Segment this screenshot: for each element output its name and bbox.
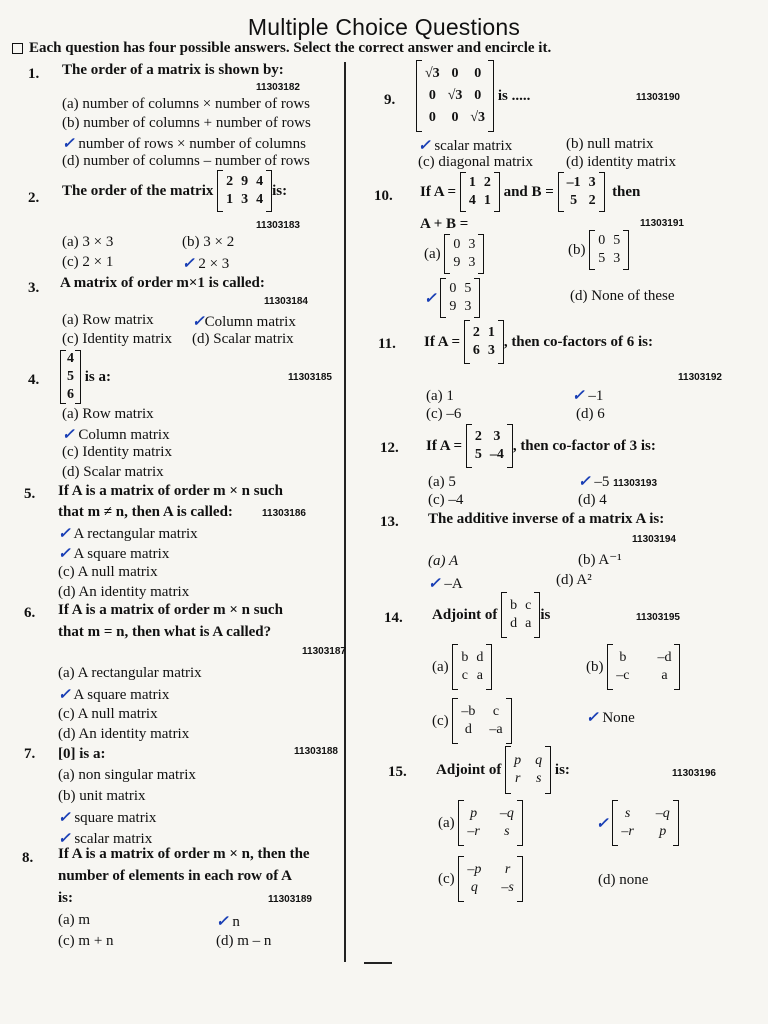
option-d[interactable]: (d) identity matrix <box>566 154 676 170</box>
question-text-label: Adjoint of <box>436 761 502 778</box>
question-text-label: is a: <box>84 368 111 385</box>
question-text <box>426 424 656 468</box>
tick-mark-icon: ✓ <box>578 474 591 490</box>
option-b[interactable] <box>58 544 169 563</box>
option-a[interactable]: (a) 5 <box>428 474 456 490</box>
option-b[interactable] <box>572 386 603 405</box>
tick-mark-icon: ✓ <box>424 290 437 307</box>
question-code: 11303189 <box>268 894 312 905</box>
option-c-label: –A <box>444 576 463 592</box>
question-code: 11303187 <box>302 646 346 657</box>
option-c[interactable]: (c) A null matrix <box>58 564 158 580</box>
option-c[interactable]: (c) –4 <box>428 492 464 508</box>
question-text-label: If A = <box>426 437 463 454</box>
question-text <box>424 320 653 364</box>
option-c[interactable]: (c) Identity matrix <box>62 444 172 460</box>
column-matrix: 4 5 6 <box>60 350 81 404</box>
instruction <box>12 40 762 57</box>
option-b-label: Column matrix <box>204 314 296 330</box>
checkbox-icon <box>12 43 23 54</box>
question-code: 11303195 <box>636 612 680 623</box>
option-c[interactable]: (c) –p r q –s <box>438 856 523 902</box>
question-text-tail: , then co-factors of 6 is: <box>503 333 653 350</box>
question-number: 8. <box>22 850 34 866</box>
option-d[interactable]: (d) none <box>598 872 649 888</box>
question-text: A matrix of order m×1 is called: <box>60 275 265 291</box>
tick-mark-icon: ✓ <box>418 138 431 154</box>
option-c[interactable]: (c) diagonal matrix <box>418 154 533 170</box>
option-c[interactable]: (c) –b c d –a <box>432 698 512 744</box>
question-number: 9. <box>384 92 396 108</box>
option-a[interactable]: (a) 3 × 3 <box>62 234 114 250</box>
option-d-label: None <box>602 710 635 726</box>
tick-mark-icon: ✓ <box>192 314 205 330</box>
option-d[interactable]: (d) 4 <box>578 492 607 508</box>
question-number: 5. <box>24 486 36 502</box>
tick-mark-icon: ✓ <box>62 427 75 443</box>
question-code: 11303190 <box>636 92 680 103</box>
option-d[interactable]: (d) number of columns – number of rows <box>62 153 310 169</box>
tick-mark-icon: ✓ <box>58 526 71 542</box>
question-text-2: A + B = <box>420 216 469 232</box>
option-b[interactable] <box>578 472 657 491</box>
question-text <box>416 60 530 132</box>
option-d-label: scalar matrix <box>74 831 153 847</box>
option-d[interactable]: (d) A² <box>556 572 592 588</box>
option-d[interactable]: (d) None of these <box>570 288 675 304</box>
question-number: 4. <box>28 372 40 388</box>
option-d[interactable]: (d) An identity matrix <box>58 726 190 742</box>
option-a[interactable]: (a) b d c a <box>432 644 492 690</box>
question-code: 11303191 <box>640 218 684 229</box>
question-text-tail: is: <box>554 761 570 778</box>
tick-mark-icon: ✓ <box>182 256 195 272</box>
question-code: 11303194 <box>632 534 676 545</box>
column-divider <box>344 62 346 962</box>
question-text <box>62 170 287 212</box>
question-number: 7. <box>24 746 36 762</box>
question-text-tail: is ..... <box>497 87 531 104</box>
option-d[interactable]: (d) An identity matrix <box>58 584 190 600</box>
option-a-label: A rectangular matrix <box>73 526 198 542</box>
option-b[interactable] <box>216 912 240 931</box>
question-text-tail: then <box>612 183 641 200</box>
question-number: 14. <box>384 610 403 626</box>
page-title: Multiple Choice Questions <box>247 14 521 40</box>
option-a[interactable] <box>58 524 198 543</box>
option-a-label: scalar matrix <box>434 138 513 154</box>
option-b-label: n <box>232 914 240 930</box>
question-text-tail: , then co-factor of 3 is: <box>512 437 656 454</box>
option-c[interactable] <box>428 574 463 593</box>
matrix: 2 1 6 3 <box>464 320 504 364</box>
option-b-label: A square matrix <box>73 687 170 703</box>
option-c-label: square matrix <box>74 810 157 826</box>
option-a[interactable]: (a) 1 <box>426 388 454 404</box>
option-a[interactable]: (a) A <box>428 553 459 569</box>
option-b[interactable]: (b) A⁻¹ <box>578 552 622 568</box>
question-number: 15. <box>388 764 407 780</box>
tick-mark-icon: ✓ <box>596 815 609 832</box>
tick-mark-icon: ✓ <box>216 914 229 930</box>
option-c-label: number of rows × number of columns <box>78 136 306 152</box>
question-code: 11303196 <box>672 768 716 779</box>
question-number: 13. <box>380 514 399 530</box>
option-a[interactable]: (a) A rectangular matrix <box>58 665 202 681</box>
option-a[interactable]: (a) number of columns × number of rows <box>62 96 310 112</box>
option-d[interactable] <box>182 254 229 273</box>
question-text-tail: is <box>540 606 551 623</box>
option-a[interactable]: (a) Row matrix <box>62 406 154 422</box>
question-text-2: that m = n, then what is A called? <box>58 624 272 640</box>
question-text-label: If A = <box>420 183 457 200</box>
option-b[interactable]: (b) number of columns + number of rows <box>62 115 311 131</box>
option-a[interactable]: (a) non singular matrix <box>58 767 196 783</box>
tick-mark-icon: ✓ <box>428 576 441 592</box>
question-text: The additive inverse of a matrix A is: <box>428 511 665 527</box>
option-d[interactable] <box>586 708 635 727</box>
option-b[interactable]: (b) b –d –c a <box>586 644 680 690</box>
question-code: 11303192 <box>678 372 722 383</box>
option-c[interactable]: (c) 2 × 1 <box>62 254 114 270</box>
question-number: 11. <box>378 336 396 352</box>
option-c[interactable]: ✓ 0 5 9 3 <box>424 278 480 318</box>
question-code: 11303188 <box>294 746 338 757</box>
tick-mark-icon: ✓ <box>58 546 71 562</box>
option-b[interactable]: (b) null matrix <box>566 136 654 152</box>
question-number: 2. <box>28 190 40 206</box>
question-text-label: The order of the matrix <box>62 182 214 199</box>
question-text-2: that m ≠ n, then A is called: <box>58 504 233 520</box>
question-code: 11303184 <box>264 296 308 307</box>
option-c[interactable] <box>58 808 156 827</box>
question-text: If A is a matrix of order m × n such <box>58 602 283 618</box>
option-b[interactable]: (b) 3 × 2 <box>182 234 235 250</box>
option-c[interactable] <box>62 134 306 153</box>
option-a[interactable]: (a) p –q –r s <box>438 800 523 846</box>
question-number: 3. <box>28 280 40 296</box>
tick-mark-icon: ✓ <box>62 136 75 152</box>
tick-mark-icon: ✓ <box>572 388 585 404</box>
matrix: 2 3 5 –4 <box>466 424 513 468</box>
matrix-a: 1 2 4 1 <box>460 172 500 212</box>
question-text-label: If A = <box>424 333 461 350</box>
question-number: 10. <box>374 188 393 204</box>
option-d[interactable]: (d) 6 <box>576 406 605 422</box>
option-d[interactable]: (d) Scalar matrix <box>62 464 164 480</box>
option-b-label: Column matrix <box>78 427 170 443</box>
tick-mark-icon: ✓ <box>58 831 71 847</box>
option-b[interactable] <box>62 425 170 444</box>
option-b[interactable] <box>58 685 169 704</box>
option-a[interactable] <box>418 136 512 155</box>
question-text-mid: and B = <box>503 183 554 200</box>
tick-mark-icon: ✓ <box>586 710 599 726</box>
question-code: 11303182 <box>256 82 300 93</box>
matrix: p q r s <box>505 746 551 794</box>
question-text <box>60 350 111 404</box>
tick-mark-icon: ✓ <box>58 810 71 826</box>
option-b-label: A square matrix <box>73 546 170 562</box>
option-c[interactable]: (c) A null matrix <box>58 706 158 722</box>
option-a[interactable]: (a) m <box>58 912 91 928</box>
matrix: 2 9 4 1 3 4 <box>217 170 272 212</box>
page-footer-mark <box>364 962 392 970</box>
option-c[interactable]: (c) Identity matrix <box>62 331 172 347</box>
question-text-tail: is: <box>272 182 288 199</box>
instruction-text: Each question has four possible answers. Select the correct answer and encircle it. <box>29 40 552 56</box>
matrix: b c d a <box>501 592 540 638</box>
question-text-3: is: <box>58 890 73 906</box>
option-a[interactable]: (a) Row matrix <box>62 312 154 328</box>
question-code: 11303183 <box>256 220 300 231</box>
option-b-label: –5 <box>594 474 610 490</box>
question-text-2: number of elements in each row of A <box>58 868 293 884</box>
question-text <box>420 172 640 212</box>
option-b[interactable]: ✓ s –q –r p <box>596 800 679 846</box>
question-number: 6. <box>24 605 36 621</box>
option-c[interactable]: (c) m + n <box>58 933 114 949</box>
question-code: 11303193 <box>613 478 658 489</box>
question-text-label: Adjoint of <box>432 606 498 623</box>
matrix: √3 0 0 0 √3 0 0 0 √3 <box>416 60 494 132</box>
option-b[interactable]: (b) 0 5 5 3 <box>568 230 629 270</box>
question-number: 12. <box>380 440 399 456</box>
option-d[interactable]: (d) m – n <box>216 933 272 949</box>
option-d[interactable]: (d) Scalar matrix <box>192 331 294 347</box>
question-text <box>432 592 550 638</box>
question-text <box>436 746 570 794</box>
tick-mark-icon: ✓ <box>58 687 71 703</box>
option-c[interactable]: (c) –6 <box>426 406 462 422</box>
question-text: [0] is a: <box>58 746 106 762</box>
option-b[interactable]: (b) unit matrix <box>58 788 146 804</box>
option-d-label: 2 × 3 <box>198 256 230 272</box>
question-text: If A is a matrix of order m × n such <box>58 483 283 499</box>
question-code: 11303186 <box>262 508 306 519</box>
option-a[interactable]: (a) 0 3 9 3 <box>424 234 484 274</box>
question-number: 1. <box>28 66 40 82</box>
option-b-label: –1 <box>588 388 604 404</box>
question-code: 11303185 <box>288 372 332 383</box>
option-b[interactable] <box>192 312 296 331</box>
question-text: The order of a matrix is shown by: <box>62 62 284 78</box>
matrix-b: –1 3 5 2 <box>558 172 605 212</box>
question-text: If A is a matrix of order m × n, then the <box>58 846 310 862</box>
